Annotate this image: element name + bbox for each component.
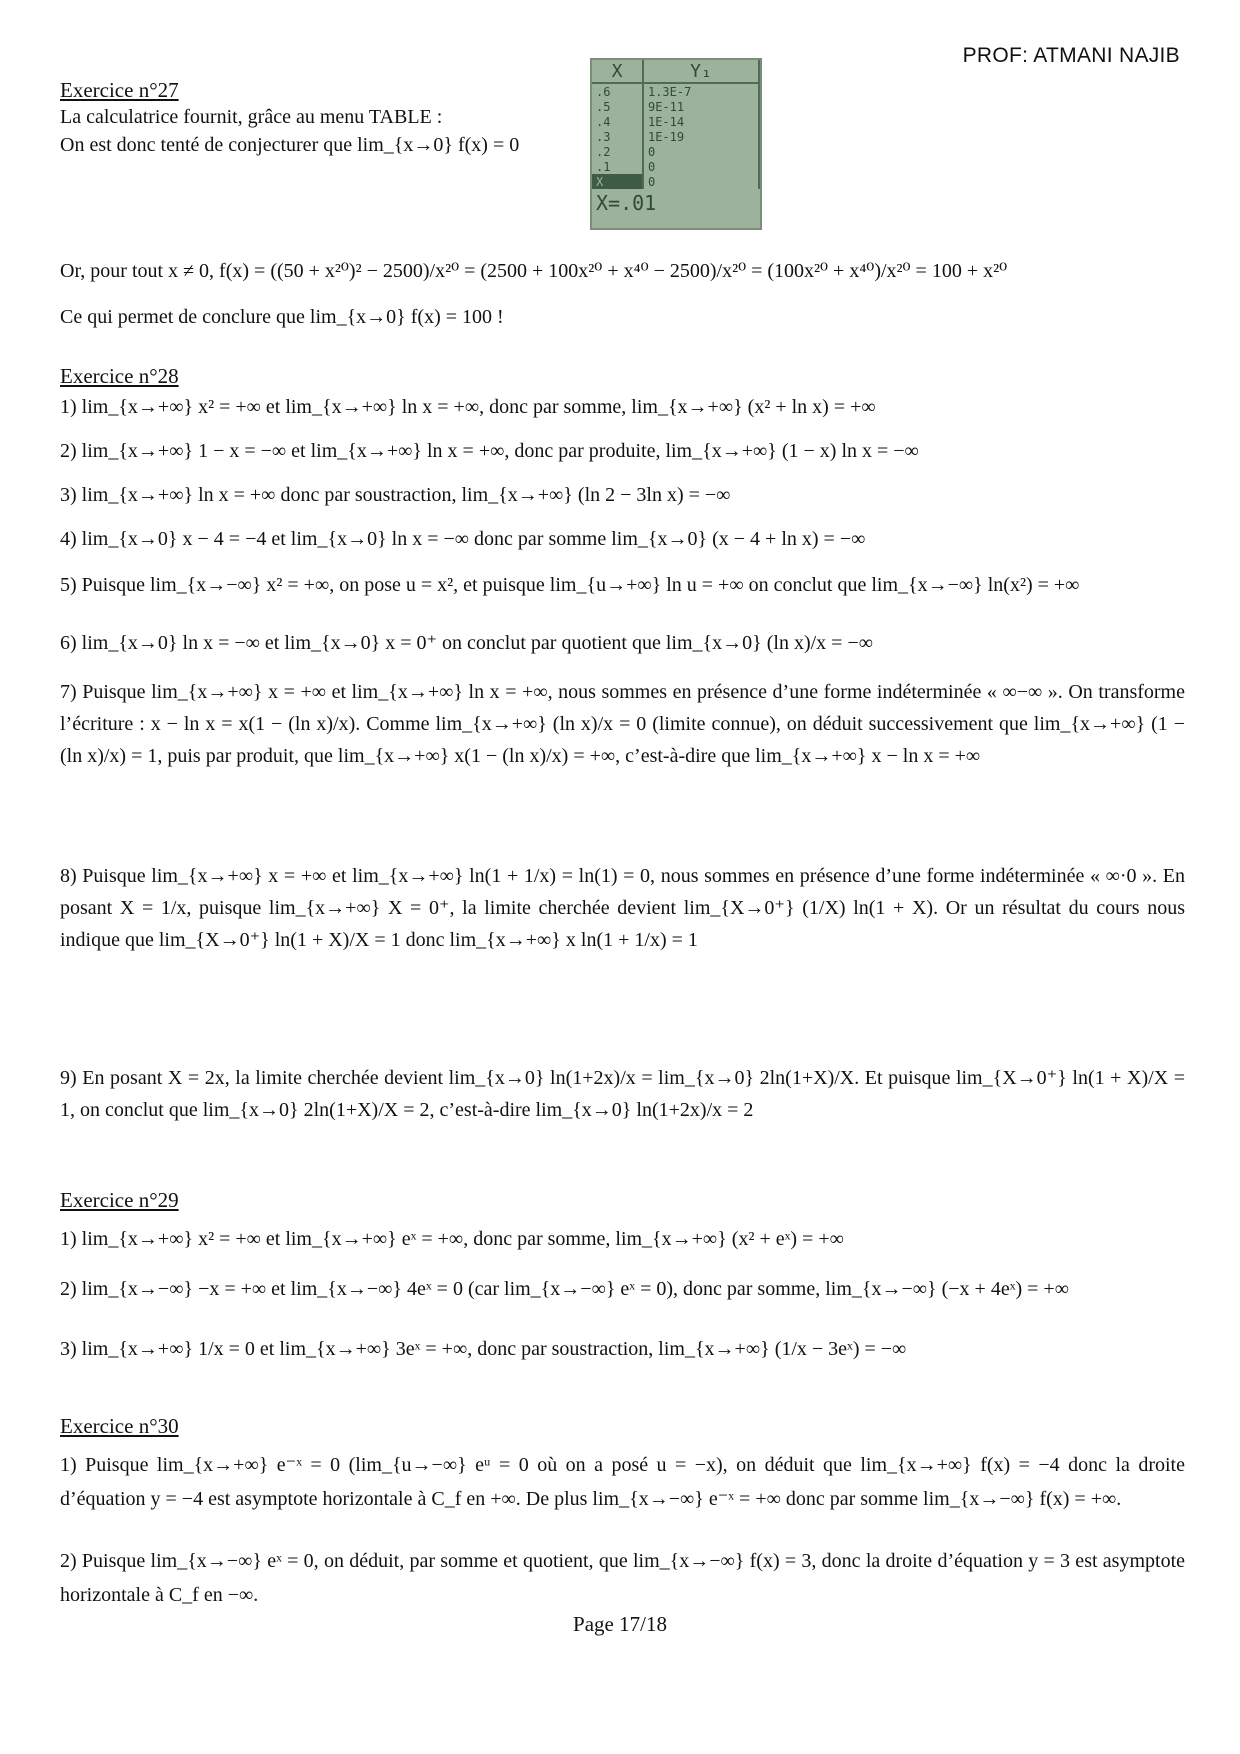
calc-x-selected: X <box>592 174 643 189</box>
ex28-item-4: 4) lim_{x→0} x − 4 = −4 et lim_{x→0} ln x = −∞ donc par somme lim_{x→0} (x − 4 + ln x) = −∞ <box>60 528 866 550</box>
calculator-row <box>592 174 759 189</box>
calculator-row <box>592 159 759 174</box>
calc-x: .4 <box>592 114 643 129</box>
calc-y: 9E-11 <box>643 99 759 114</box>
ex27-line-4: Ce qui permet de conclure que lim_{x→0} f(x) = 100 ! <box>60 306 504 328</box>
calc-y: 1E-19 <box>643 129 759 144</box>
calc-y: 0 <box>643 159 759 174</box>
ex29-item-3: 3) lim_{x→+∞} 1/x = 0 et lim_{x→+∞} 3eˣ = +∞, donc par soustraction, lim_{x→+∞} (1/x − 3eˣ) = −∞ <box>60 1338 907 1360</box>
ex28-item-9: 9) En posant X = 2x, la limite cherchée devient lim_{x→0} ln(1+2x)/x = lim_{x→0} 2ln(1+X)/X. Et puisque lim_{X→0⁺} ln(1 + X)/X = 1, on conclut que lim_{x→0} 2ln(1+X)/X = 2, c’est-à-dire lim_{x→0} ln(1+2x)/x = 2 <box>60 1067 1185 1121</box>
ex29-item-1: 1) lim_{x→+∞} x² = +∞ et lim_{x→+∞} eˣ = +∞, donc par somme, lim_{x→+∞} (x² + eˣ) = +∞ <box>60 1228 844 1250</box>
calculator-col-x: X <box>592 60 643 83</box>
ex30-item-2: 2) Puisque lim_{x→−∞} eˣ = 0, on déduit, par somme et quotient, que lim_{x→−∞} f(x) = 3, donc la droite d’équation y = 3 est asymptote horizontale à C_f en −∞. <box>60 1550 1185 1606</box>
author-header: PROF: ATMANI NAJIB <box>962 44 1180 67</box>
ex30-item-1: 1) Puisque lim_{x→+∞} e⁻ˣ = 0 (lim_{u→−∞} eᵘ = 0 où on a posé u = −x), on déduit que lim_{x→+∞} f(x) = −4 donc la droite d’équation y = −4 est asymptote horizontale à C_f en +∞. De plus lim_{x→−∞} e⁻ˣ = +∞ donc par somme lim_{x→−∞} f(x) = +∞. <box>60 1454 1185 1510</box>
ex28-item-3: 3) lim_{x→+∞} ln x = +∞ donc par soustraction, lim_{x→+∞} (ln 2 − 3ln x) = −∞ <box>60 484 731 506</box>
ex28-item-6: 6) lim_{x→0} ln x = −∞ et lim_{x→0} x = 0⁺ on conclut par quotient que lim_{x→0} (ln x)/x = −∞ <box>60 632 873 654</box>
calc-x: .2 <box>592 144 643 159</box>
exercise-29-title: Exercice n°29 <box>60 1188 179 1212</box>
ex29-item-2: 2) lim_{x→−∞} −x = +∞ et lim_{x→−∞} 4eˣ = 0 (car lim_{x→−∞} eˣ = 0), donc par somme, lim_{x→−∞} (−x + 4eˣ) = +∞ <box>60 1278 1069 1300</box>
exercise-28-title: Exercice n°28 <box>60 364 179 388</box>
exercise-30-title: Exercice n°30 <box>60 1414 179 1438</box>
ex28-item-1: 1) lim_{x→+∞} x² = +∞ et lim_{x→+∞} ln x = +∞, donc par somme, lim_{x→+∞} (x² + ln x) = +∞ <box>60 396 876 418</box>
calc-x: .5 <box>592 99 643 114</box>
calc-y: 0 <box>643 174 759 189</box>
calc-y: 0 <box>643 144 759 159</box>
calc-x: .3 <box>592 129 643 144</box>
ex27-line-2: On est donc tenté de conjecturer que lim_{x→0} f(x) = 0 <box>60 134 520 156</box>
page-number: Page 17/18 <box>573 1612 667 1636</box>
calculator-footer: X=.01 <box>596 191 657 215</box>
calc-y: 1E-14 <box>643 114 759 129</box>
calc-x: .1 <box>592 159 643 174</box>
ex28-item-5: 5) Puisque lim_{x→−∞} x² = +∞, on pose u = x², et puisque lim_{u→+∞} ln u = +∞ on conclut que lim_{x→−∞} ln(x²) = +∞ <box>60 574 1080 596</box>
ex28-item-2: 2) lim_{x→+∞} 1 − x = −∞ et lim_{x→+∞} ln x = +∞, donc par produite, lim_{x→+∞} (1 − x) ln x = −∞ <box>60 440 919 462</box>
ex28-item-7: 7) Puisque lim_{x→+∞} x = +∞ et lim_{x→+∞} ln x = +∞, nous sommes en présence d’une forme indéterminée « ∞−∞ ». On transforme l’écriture : x − ln x = x(1 − (ln x)/x). Comme lim_{x→+∞} (ln x)/x = 0 (limite connue), on déduit successivement que lim_{x→+∞} (1 − (ln x)/x) = 1, puis par produit, que lim_{x→+∞} x(1 − (ln x)/x) = +∞, c’est-à-dire que lim_{x→+∞} x − ln x = +∞ <box>60 681 1185 767</box>
calc-x: .6 <box>592 83 643 99</box>
calculator-col-y: Y₁ <box>643 60 759 83</box>
calc-y: 1.3E-7 <box>643 83 759 99</box>
ex28-item-8: 8) Puisque lim_{x→+∞} x = +∞ et lim_{x→+∞} ln(1 + 1/x) = ln(1) = 0, nous sommes en présence d’une forme indéterminée « ∞·0 ». En posant X = 1/x, puisque lim_{x→+∞} X = 0⁺, la limite cherchée devient lim_{X→0⁺} (1/X) ln(1 + X). Or un résultat du cours nous indique que lim_{X→0⁺} ln(1 + X)/X = 1 donc lim_{x→+∞} x ln(1 + 1/x) = 1 <box>60 865 1185 951</box>
calculator-row <box>592 83 759 99</box>
exercise-27-title: Exercice n°27 <box>60 78 179 102</box>
ex27-line-1: La calculatrice fournit, grâce au menu TABLE : <box>60 106 443 128</box>
ex27-line-3: Or, pour tout x ≠ 0, f(x) = ((50 + x²⁰)² − 2500)/x²⁰ = (2500 + 100x²⁰ + x⁴⁰ − 2500)/x²⁰ = (100x²⁰ + x⁴⁰)/x²⁰ = 100 + x²⁰ <box>60 260 1008 282</box>
calculator-header-row <box>592 60 759 83</box>
